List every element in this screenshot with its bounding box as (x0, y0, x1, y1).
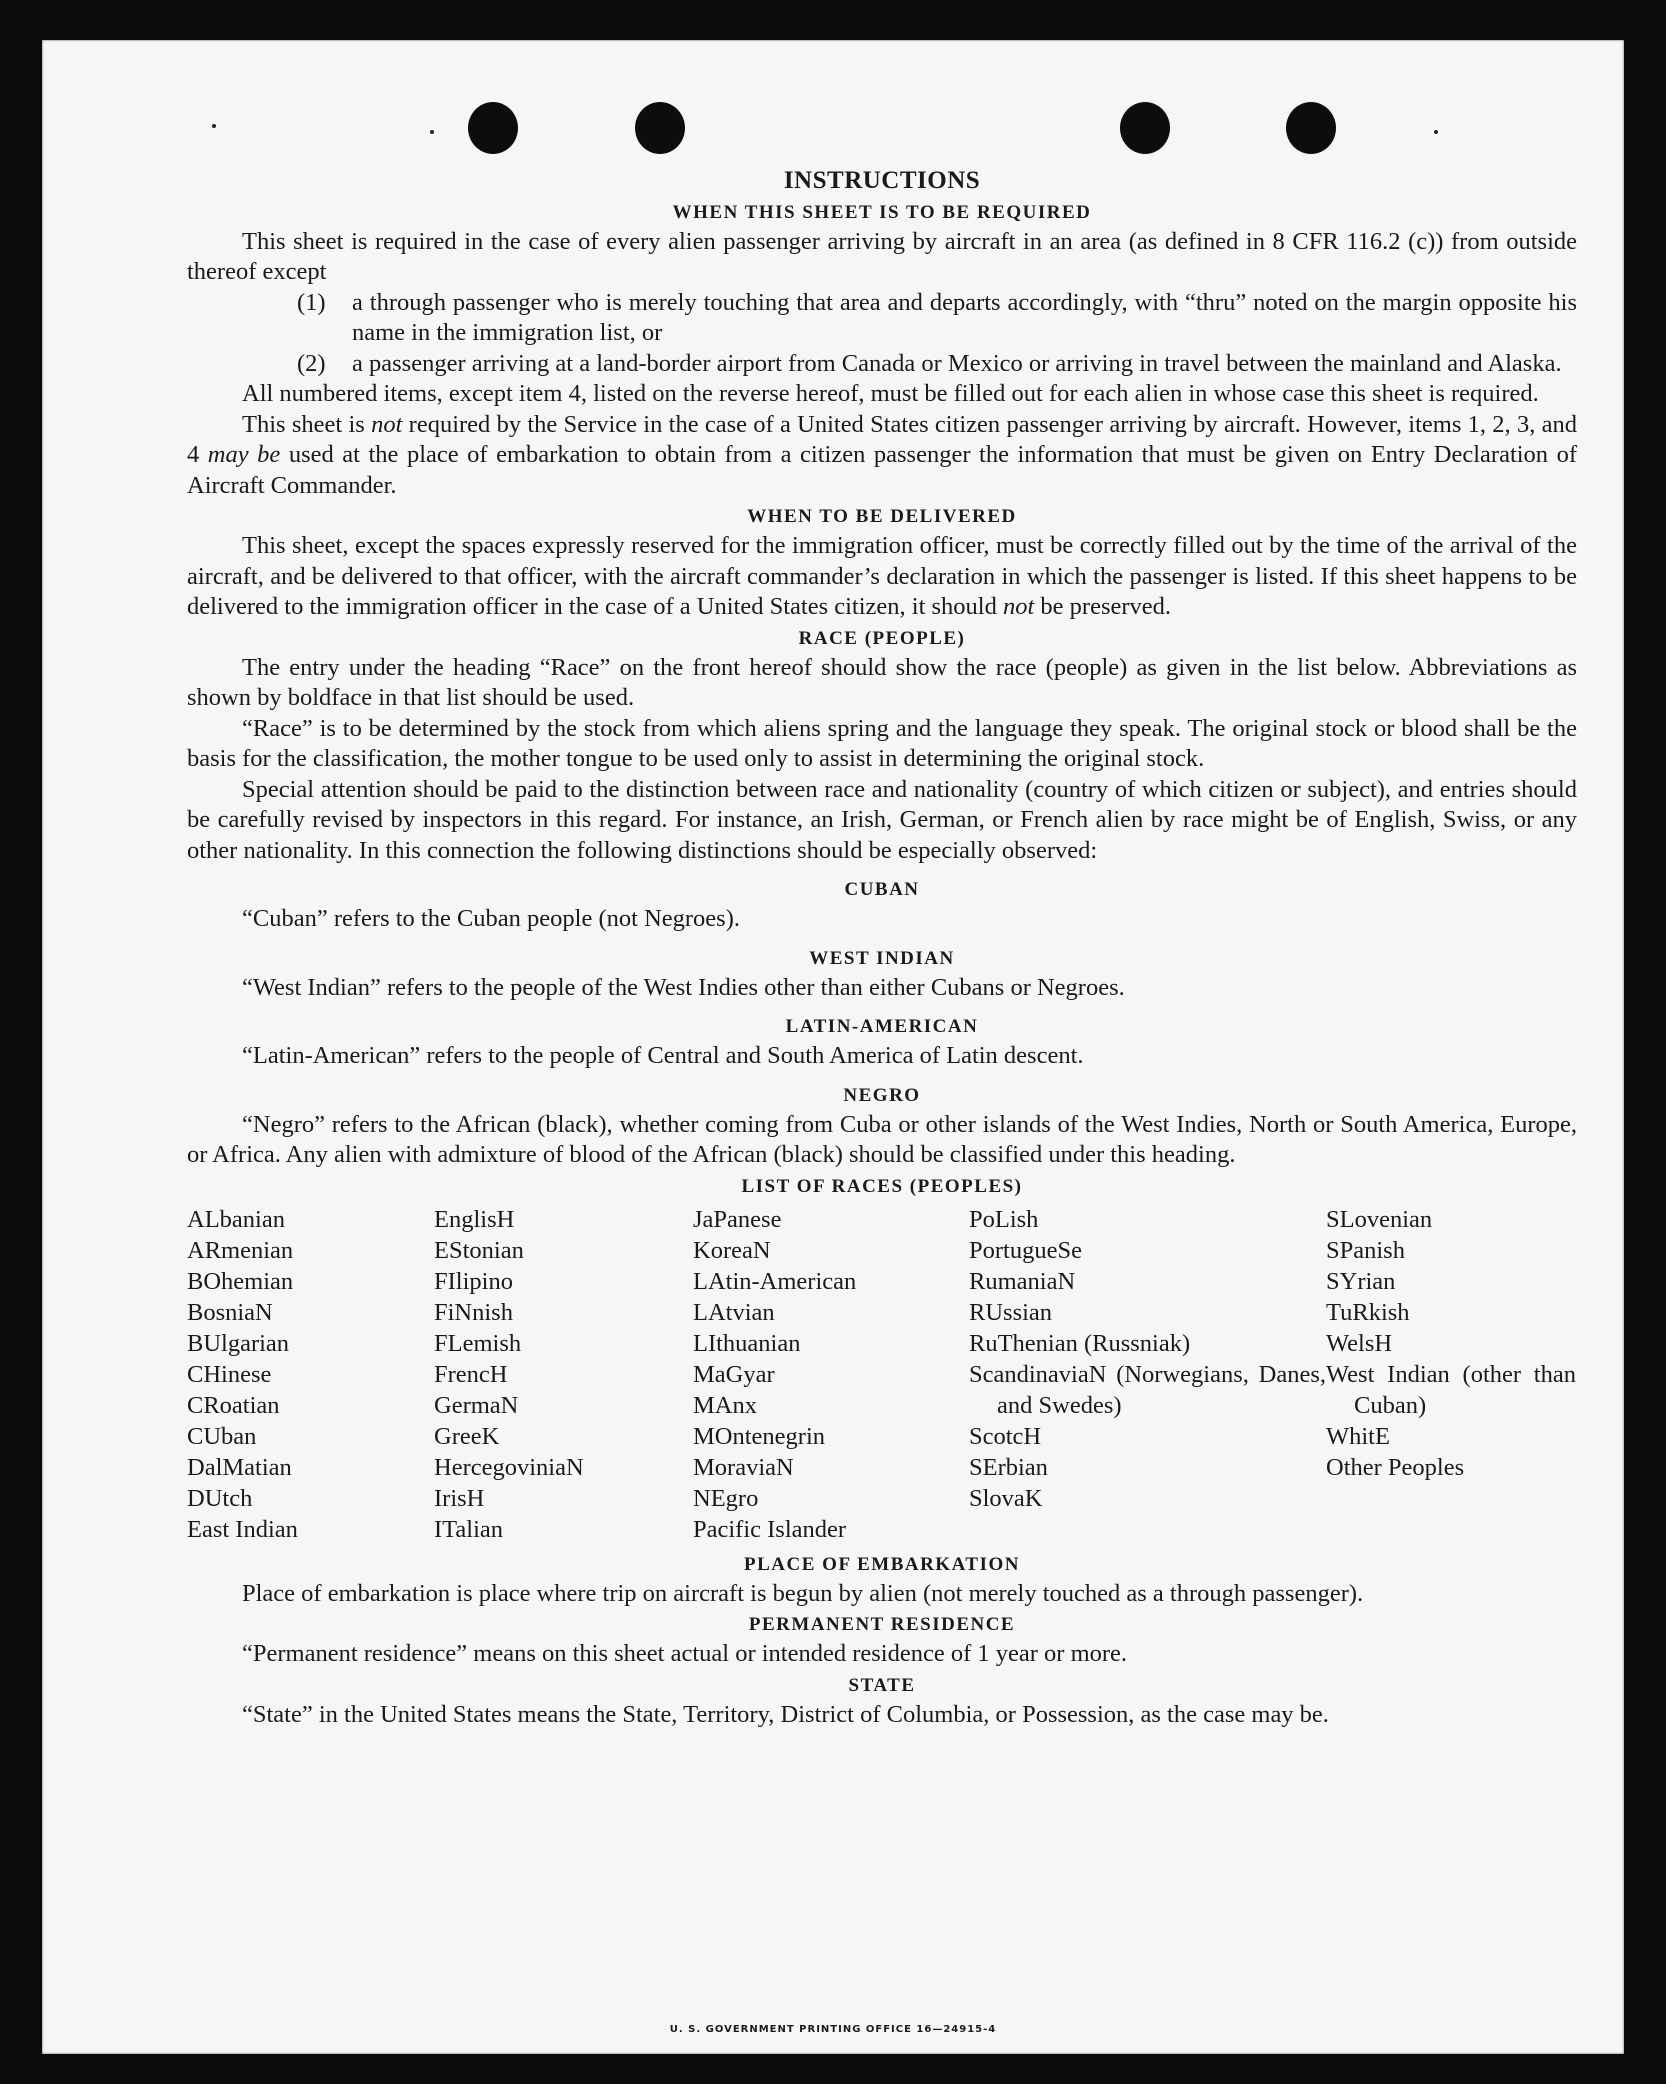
instructions-body (187, 166, 1577, 1730)
section-heading: LATIN-AMERICAN (785, 1016, 979, 1037)
section-heading: RACE (PEOPLE) (798, 627, 966, 649)
race-column (693, 1204, 969, 1545)
race-entry: KoreaN (693, 1236, 771, 1264)
race-entry: SLovenian (1326, 1205, 1433, 1233)
list-item (187, 288, 1577, 349)
race-entry: GermaN (434, 1391, 519, 1419)
race-list (187, 1204, 1577, 1545)
paragraph: The entry under the heading “Race” on the front hereof should show the race (people) as given in the list below. Abbreviations as shown by boldface in that list should be used. (187, 653, 1577, 711)
printer-imprint: U. S. GOVERNMENT PRINTING OFFICE 16—24915-4 (669, 2024, 997, 2035)
race-entry: FIlipino (434, 1267, 513, 1295)
race-entry: GreeK (434, 1422, 500, 1450)
race-entry: Pacific Islander (693, 1515, 847, 1543)
text-run: required by the Service in the case of a United States citizen passenger arriving by aircraft. However, items 1, 2, 3, and 4 (187, 410, 1577, 468)
race-entry: FiNnish (434, 1298, 513, 1326)
race-entry: BosniaN (187, 1298, 273, 1326)
race-entry: CRoatian (187, 1391, 280, 1419)
text-run: be preserved. (1034, 593, 1172, 620)
punch-hole (468, 102, 518, 154)
paragraph (187, 410, 1577, 502)
document-page (42, 40, 1624, 2054)
race-entry: ALbanian (187, 1205, 285, 1233)
paragraph: “Cuban” refers to the Cuban people (not Negroes). (242, 905, 740, 932)
paragraph: “Latin-American” refers to the people of Central and South America of Latin descent. (242, 1042, 1084, 1069)
text-run: used at the place of embarkation to obtain from a citizen passenger the information that must be given on Entry Declaration of Aircraft Commander. (187, 441, 1577, 499)
race-entry: LAtin-American (693, 1267, 857, 1295)
race-entry: HercegoviniaN (434, 1453, 584, 1481)
race-entry: SYrian (1326, 1267, 1396, 1295)
punch-hole (1286, 102, 1336, 154)
race-entry: RuThenian (Russniak) (969, 1329, 1191, 1357)
dust-speck (212, 124, 216, 128)
race-entry: SErbian (969, 1453, 1048, 1481)
race-entry: MaGyar (693, 1360, 775, 1388)
punch-hole (1120, 102, 1170, 154)
race-entry: JaPanese (693, 1205, 782, 1233)
paragraph: Special attention should be paid to the distinction between race and nationality (country of which citizen or subject), and entries should be carefully revised by inspectors in this regard. For instance, an Irish, German, or French alien by race might be of English, Swiss, or any other nationality. In this connection the following distinctions should be especially observed: (187, 775, 1577, 864)
paragraph (187, 531, 1577, 623)
paragraph: “West Indian” refers to the people of the West Indies other than either Cubans or Negroes. (242, 973, 1125, 1001)
dust-speck (1434, 130, 1438, 134)
item-number: (1) (297, 288, 326, 316)
race-entry: BOhemian (187, 1267, 294, 1295)
race-entry: West Indian (other than Cuban) (1326, 1360, 1576, 1419)
race-entry: WhitE (1326, 1422, 1390, 1450)
emphasis: may be (207, 441, 281, 468)
race-entry: BUlgarian (187, 1329, 290, 1357)
race-entry: RUssian (969, 1298, 1053, 1326)
section-heading: LIST OF RACES (PEOPLES) (741, 1175, 1023, 1197)
race-entry: FrencH (434, 1360, 508, 1388)
race-entry: DUtch (187, 1484, 253, 1512)
race-entry: ScotcH (969, 1422, 1042, 1450)
section-heading: WHEN TO BE DELIVERED (747, 506, 1017, 527)
section-heading: NEGRO (843, 1084, 921, 1106)
punch-hole (635, 102, 685, 154)
race-entry: Other Peoples (1326, 1453, 1465, 1481)
race-entry: WelsH (1326, 1329, 1393, 1357)
race-entry: TuRkish (1326, 1298, 1410, 1326)
race-entry: DalMatian (187, 1453, 292, 1481)
list-item (187, 349, 1577, 380)
section-heading: CUBAN (844, 879, 920, 900)
section-heading: WHEN THIS SHEET IS TO BE REQUIRED (672, 201, 1092, 223)
section-heading: PERMANENT RESIDENCE (748, 1614, 1016, 1635)
race-column (969, 1204, 1326, 1545)
race-entry: FLemish (434, 1329, 522, 1357)
paragraph: “State” in the United States means the State, Territory, District of Columbia, or Possession, as the case may be. (242, 1700, 1329, 1728)
emphasis: not (371, 410, 403, 438)
text-run: This sheet is (242, 410, 372, 438)
item-text: a through passenger who is merely touching that area and departs accordingly, with “thru” noted on the margin opposite his name in the immigration list, or (352, 288, 1577, 346)
race-entry: PoLish (969, 1205, 1039, 1233)
race-column (434, 1204, 693, 1545)
text-run: This sheet, except the spaces expressly reserved for the immigration officer, must be correctly filled out by the time of the arrival of the aircraft, and be delivered to that officer, with the aircraft commander’s declaration in which the passenger is listed. If this sheet happens to be delivered to the immigration officer in the case of a United States citizen, it should (187, 532, 1577, 620)
emphasis: not (1002, 593, 1035, 620)
paragraph: “Race” is to be determined by the stock from which aliens spring and the language they speak. The original stock or blood shall be the basis for the classification, the mother tongue to be used only to assist in determining the original stock. (187, 714, 1577, 772)
race-entry: ARmenian (187, 1236, 294, 1264)
race-entry: EnglisH (434, 1205, 515, 1233)
item-text: a passenger arriving at a land-border airport from Canada or Mexico or arriving in travel between the mainland and Alaska. (352, 349, 1562, 377)
item-number: (2) (297, 349, 326, 377)
race-entry: CHinese (187, 1360, 272, 1388)
race-column (1326, 1204, 1576, 1545)
race-entry: IrisH (434, 1484, 485, 1512)
paragraph: This sheet is required in the case of every alien passenger arriving by aircraft in an area (as defined in 8 CFR 116.2 (c)) from outside thereof except (187, 227, 1577, 285)
race-entry: East Indian (187, 1515, 298, 1543)
race-entry: EStonian (434, 1236, 524, 1264)
page-title: INSTRUCTIONS (783, 167, 981, 194)
race-entry: SPanish (1326, 1236, 1405, 1264)
race-entry: SlovaK (969, 1484, 1043, 1512)
paragraph: “Negro” refers to the African (black), whether coming from Cuba or other islands of the West Indies, North or South America, Europe, or Africa. Any alien with admixture of blood of the African (black) should be classified under this heading. (187, 1110, 1577, 1168)
race-entry: MOntenegrin (693, 1422, 825, 1450)
race-entry: CUban (187, 1422, 257, 1450)
paragraph: All numbered items, except item 4, listed on the reverse hereof, must be filled out for each alien in whose case this sheet is required. (242, 380, 1539, 407)
race-entry: RumaniaN (969, 1267, 1076, 1295)
race-entry: ITalian (434, 1515, 504, 1543)
race-entry: MAnx (693, 1391, 757, 1419)
race-entry: MoraviaN (693, 1453, 794, 1481)
dust-speck (430, 130, 434, 134)
section-heading: WEST INDIAN (809, 947, 955, 969)
section-heading: STATE (848, 1674, 916, 1696)
race-entry: NEgro (693, 1484, 759, 1512)
race-entry: PortugueSe (969, 1236, 1082, 1264)
race-entry: LAtvian (693, 1298, 775, 1326)
section-heading: PLACE OF EMBARKATION (744, 1553, 1020, 1575)
paragraph: “Permanent residence” means on this sheet actual or intended residence of 1 year or more. (242, 1640, 1128, 1667)
race-column (187, 1204, 434, 1545)
paragraph: Place of embarkation is place where trip on aircraft is begun by alien (not merely touched as a through passenger). (242, 1579, 1364, 1607)
race-entry: ScandinaviaN (Norwegians, Danes, and Swedes) (969, 1360, 1326, 1419)
race-entry: LIthuanian (693, 1329, 801, 1357)
